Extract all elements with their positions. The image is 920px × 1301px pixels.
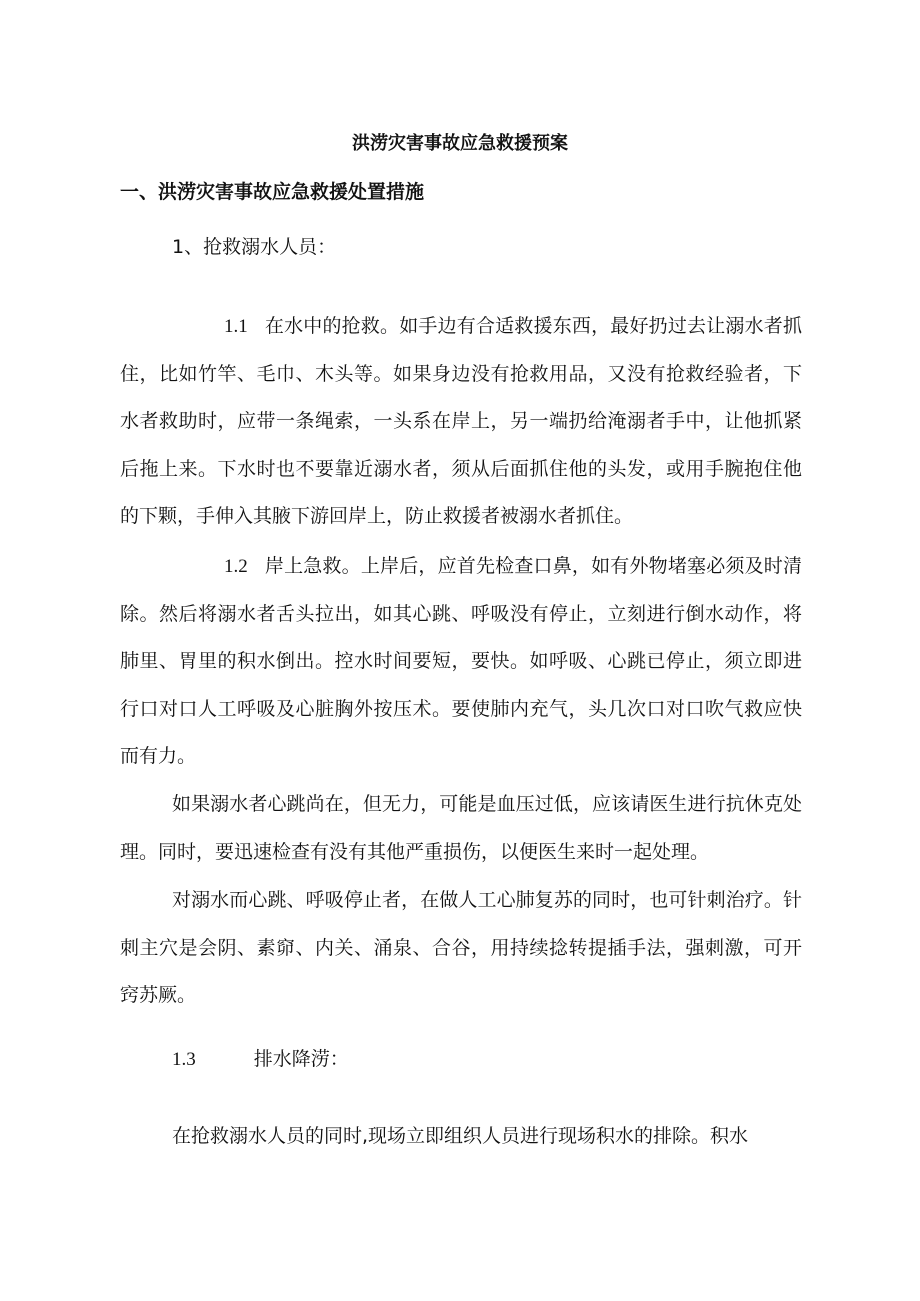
paragraph-1-1: [120, 303, 802, 541]
paragraph-acupuncture: 对溺水而心跳、呼吸停止者，在做人工心肺复苏的同时，也可针刺治疗。针刺主穴是会阴、素窌、内关、涌泉、合谷，用持续捻转提插手法，强刺激，可开窍苏厥。: [120, 889, 802, 1007]
paragraph-1-2-text: 岸上急救。上岸后，应首先检查口鼻，如有外物堵塞必须及时清除。然后将溺水者舌头拉出，如其心跳、呼吸没有停止，立刻进行倒水动作，将肺里、胃里的积水倒出。控水时间要短，要快。如呼吸、心跳已停止，须立即进行口对口人工呼吸及心脏胸外按压术。要使肺内充气，头几次口对口吹气救应快而有力。: [120, 555, 802, 768]
paragraph-1-2-number: 1.2: [224, 556, 248, 577]
section-heading: 一、洪涝灾害事故应急救援处置措施: [120, 181, 425, 203]
item-drainage-number: 1.3: [172, 1049, 196, 1070]
paragraph-1-1-number: 1.1: [224, 316, 248, 337]
paragraph-1-2: [120, 543, 802, 781]
item-rescue-heading: 1、抢救溺水人员：: [172, 236, 337, 258]
paragraph-drainage: 在抢救溺水人员的同时,现场立即组织人员进行现场积水的排除。积水: [172, 1125, 749, 1147]
paragraph-1-1-text: 在水中的抢救。如手边有合适救援东西，最好扔过去让溺水者抓住，比如竹竿、毛巾、木头等。如果身边没有抢救用品，又没有抢救经验者，下水者救助时，应带一条绳索，一头系在岸上，另一端扔给淹溺者手中，让他抓紧后拖上来。下水时也不要靠近溺水者，须从后面抓住他的头发，或用手腕抱住他的下颗，手伸入其腋下游回岸上，防止救援者被溺水者抓住。: [120, 315, 802, 528]
item-drainage-label: 排水降涝：: [253, 1048, 349, 1070]
item-drainage-heading: [172, 1044, 349, 1075]
document-title: 洪涝灾害事故应急救援预案: [352, 133, 568, 154]
paragraph-shock: 如果溺水者心跳尚在，但无力，可能是血压过低，应该请医生进行抗休克处理。同时，要迅速检查有没有其他严重损伤，以便医生来时一起处理。: [120, 793, 802, 863]
